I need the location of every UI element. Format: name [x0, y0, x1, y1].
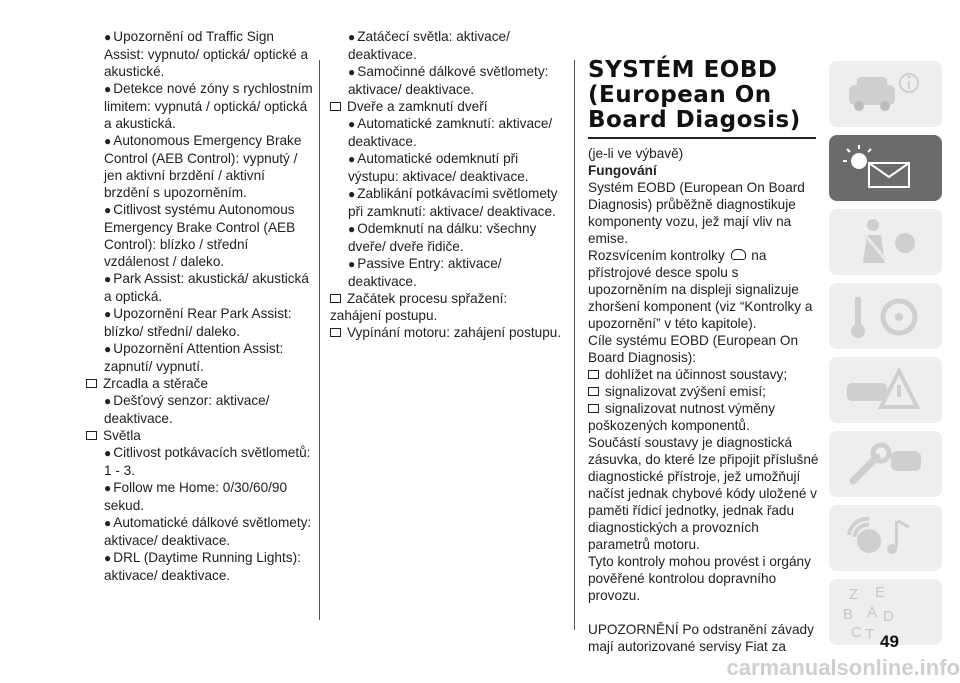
index-letter: E	[875, 584, 886, 601]
bullet-icon: ●	[104, 272, 112, 286]
item-text: Upozornění od Traffic Sign Assist: vypnuto/ optická/ optické a akustické.	[104, 29, 309, 79]
list-marker-icon	[330, 328, 341, 336]
item-text: Passive Entry: aktivace/ deaktivace.	[348, 256, 502, 289]
item-text: Citlivost systému Autonomous Emergency Brake Control (AEB Control): blízko / střední vzdálenost / daleko.	[104, 202, 296, 269]
bullet-item	[330, 115, 562, 150]
checklist-item	[86, 375, 314, 392]
paragraph-diagnostic-socket: Součástí soustavy je diagnostická zásuvka, do které lze připojit příslušné diagnostické přístroje, jež umožňují načíst jednak chybové kódy uložené v paměti řídicí jednotky, jednak řadu diagnostických a provozních parametrů motoru.	[588, 434, 819, 552]
left-column	[86, 28, 314, 584]
item-text: Citlivost potkávacích světlometů: 1 - 3.	[104, 445, 311, 478]
subsection-heading: Fungování	[588, 162, 657, 178]
goal-text: dohlížet na účinnost soustavy;	[605, 366, 788, 382]
paragraph-authorities: Tyto kontroly mohou provést i orgány pověřené kontrolou dopravního provozu.	[588, 553, 811, 603]
bullet-icon: ●	[104, 203, 112, 217]
chapter-tabs	[829, 61, 942, 653]
bullet-icon: ●	[104, 342, 112, 356]
bullet-icon: ●	[348, 152, 356, 166]
checklist-item	[86, 427, 314, 444]
engine-warning-icon	[731, 249, 746, 260]
title-underline	[588, 137, 816, 139]
column-divider-2	[574, 60, 575, 630]
bullet-icon: ●	[104, 134, 112, 148]
section-title-line-1: SYSTÉM EOBD	[588, 57, 778, 83]
item-text: Začátek procesu spřažení: zahájení postupu.	[330, 291, 508, 323]
item-text: Zrcadla a stěrače	[103, 376, 209, 391]
optional-equipment-note: (je-li ve výbavě)	[588, 145, 684, 161]
column-divider-1	[319, 60, 320, 620]
paragraph-warning-light-start: Rozsvícením kontrolky	[588, 247, 725, 263]
index-letter: B	[843, 606, 854, 623]
bullet-item	[86, 444, 314, 479]
item-text: Automatické dálkové světlomety: aktivace/ deaktivace.	[104, 515, 312, 548]
bullet-item	[86, 392, 314, 427]
bullet-icon: ●	[104, 516, 112, 530]
bullet-item	[86, 132, 314, 201]
paragraph-intro: Systém EOBD (European On Board Diagnosis) průběžně diagnostikuje komponenty vozu, jež mají vliv na emise.	[588, 179, 805, 246]
paragraph-goals: Cíle systému EOBD (European On Board Diagnosis):	[588, 332, 799, 365]
checklist-item	[330, 324, 562, 341]
tab-safety[interactable]	[829, 209, 942, 275]
checklist-item	[330, 290, 562, 324]
bullet-icon: ●	[104, 30, 112, 44]
goal-item	[588, 400, 820, 434]
bullet-icon: ●	[104, 446, 112, 460]
bullet-icon: ●	[104, 394, 112, 408]
bullet-icon: ●	[348, 30, 356, 44]
index-letter: C	[851, 624, 862, 641]
watermark-footer: carmanualsonline.info	[726, 655, 960, 680]
tab-emergency[interactable]	[829, 357, 942, 423]
item-text: Samočinné dálkové světlomety: aktivace/ deaktivace.	[348, 64, 549, 97]
page-number: 49	[880, 632, 899, 651]
bullet-item	[86, 479, 314, 514]
item-text: Upozornění Attention Assist: zapnutí/ vypnutí.	[104, 341, 284, 374]
car-info-icon	[829, 61, 942, 127]
goal-item	[588, 383, 820, 400]
tab-starting-driving[interactable]	[829, 283, 942, 349]
goal-item	[588, 366, 820, 383]
bullet-item	[330, 28, 562, 63]
breakdown-triangle-icon	[829, 357, 942, 423]
goal-text: signalizovat zvýšení emisí;	[605, 383, 766, 399]
list-marker-icon	[86, 379, 97, 387]
bullet-item	[86, 549, 314, 584]
bullet-icon: ●	[104, 551, 112, 565]
tab-warning-lights[interactable]	[829, 135, 942, 201]
item-text: Vypínání motoru: zahájení postupu.	[347, 325, 562, 340]
item-text: DRL (Daytime Running Lights): aktivace/ deaktivace.	[104, 550, 301, 583]
index-letter: D	[883, 608, 894, 625]
paragraph-warning-light	[588, 247, 820, 332]
goal-text: signalizovat nutnost výměny poškozených komponentů.	[588, 400, 776, 433]
item-text: Automatické zamknutí: aktivace/ deaktivace.	[348, 116, 553, 149]
bullet-item	[86, 305, 314, 340]
list-marker-icon	[330, 102, 341, 110]
bullet-icon: ●	[348, 117, 356, 131]
list-marker-icon	[86, 431, 97, 439]
item-text: Follow me Home: 0/30/60/90 sekud.	[104, 480, 288, 513]
item-text: Detekce nové zóny s rychlostním limitem: vypnutá / optická/ optická a akustická.	[104, 81, 313, 131]
tab-maintenance[interactable]	[829, 431, 942, 497]
bullet-icon: ●	[348, 222, 356, 236]
list-marker-icon	[588, 370, 599, 378]
section-title-line-3: Board Diagosis)	[588, 107, 801, 133]
service-wrench-icon	[829, 431, 942, 497]
item-text: Automatické odemknutí při výstupu: aktivace/ deaktivace.	[348, 151, 529, 184]
bullet-icon: ●	[348, 257, 356, 271]
bullet-item	[330, 220, 562, 255]
bullet-icon: ●	[104, 307, 112, 321]
item-text: Dveře a zamknutí dveří	[347, 99, 488, 114]
item-text: Dešťový senzor: aktivace/ deaktivace.	[104, 393, 270, 426]
bullet-icon: ●	[348, 65, 356, 79]
bullet-item	[86, 340, 314, 375]
bullet-icon: ●	[104, 481, 112, 495]
bullet-item	[86, 80, 314, 132]
item-text: Odemknutí na dálku: všechny dveře/ dveře řidiče.	[348, 221, 537, 254]
paragraph-warning-light-end: na přístrojové desce spolu s upozorněním na displeji signalizuje zhoršení komponent (viz “Kontrolky a upozornění” v této kapitole).	[588, 247, 813, 331]
bullet-item	[330, 255, 562, 290]
index-letter: Z	[849, 586, 859, 603]
bullet-item	[86, 28, 314, 80]
bullet-item	[86, 201, 314, 270]
seatbelt-airbag-icon	[829, 209, 942, 275]
bullet-item	[86, 270, 314, 305]
multimedia-music-icon	[829, 505, 942, 571]
right-column	[588, 28, 820, 655]
bullet-item	[86, 514, 314, 549]
item-text: Zatáčecí světla: aktivace/ deaktivace.	[348, 29, 510, 62]
paragraph-warning-note: UPOZORNĚNÍ Po odstranění závady mají autorizované servisy Fiat za	[588, 621, 814, 654]
list-marker-icon	[588, 387, 599, 395]
list-marker-icon	[330, 294, 341, 302]
bullet-item	[330, 150, 562, 185]
item-text: Park Assist: akustická/ akustická a optická.	[104, 271, 309, 304]
checklist-item	[330, 98, 562, 115]
list-marker-icon	[588, 404, 599, 412]
tab-car-info[interactable]	[829, 61, 942, 127]
tab-multimedia[interactable]	[829, 505, 942, 571]
section-title-line-2: (European On	[588, 82, 772, 108]
bullet-icon: ●	[104, 82, 112, 96]
item-text: Upozornění Rear Park Assist: blízko/ střední/ daleko.	[104, 306, 292, 339]
key-steering-icon	[829, 283, 942, 349]
item-text: Autonomous Emergency Brake Control (AEB Control): vypnutý / jen aktivní brzdění / aktivní brzdění s upozorněním.	[104, 133, 302, 200]
bullet-item	[330, 63, 562, 98]
goals-list	[588, 366, 820, 434]
bullet-icon: ●	[348, 187, 356, 201]
index-letter: A	[867, 604, 878, 621]
bullet-item	[330, 185, 562, 220]
warning-light-envelope-icon	[829, 135, 942, 201]
item-text: Světla	[103, 428, 141, 443]
item-text: Zablikání potkávacími světlomety při zamknutí: aktivace/ deaktivace.	[348, 186, 558, 219]
middle-column	[330, 28, 562, 341]
index-letter: T	[865, 626, 875, 643]
